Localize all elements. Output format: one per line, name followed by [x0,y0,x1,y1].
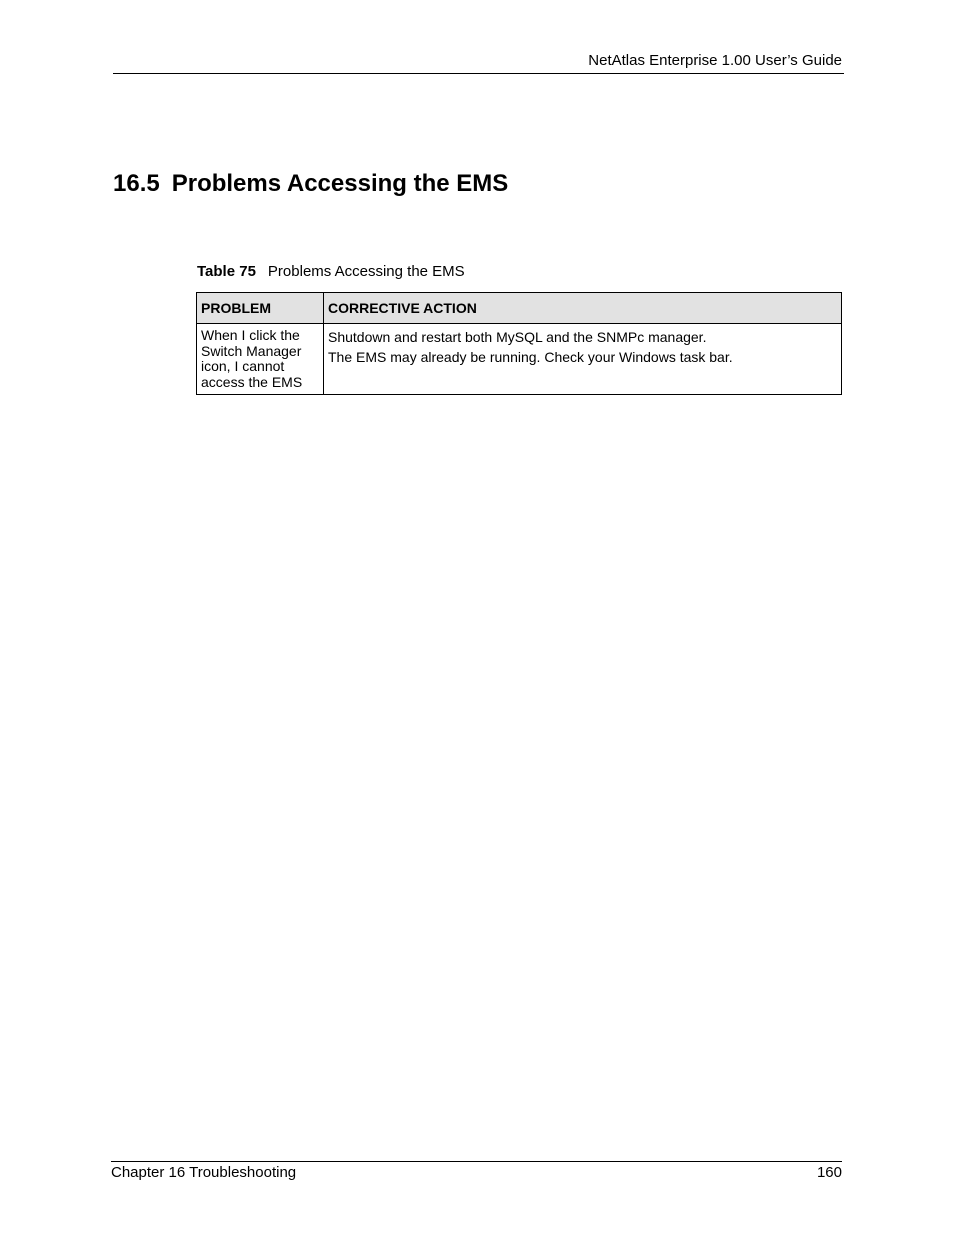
section-number: 16.5 [113,170,160,197]
column-header-problem: PROBLEM [197,293,324,324]
guide-title: NetAtlas Enterprise 1.00 User’s Guide [588,52,842,69]
running-footer [111,1161,842,1183]
problem-cell: When I click the Switch Manager icon, I cannot access the EMS [197,324,324,395]
column-header-corrective-action: CORRECTIVE ACTION [324,293,842,324]
table-row [197,324,842,395]
running-header [113,51,844,74]
section-title-text: Problems Accessing the EMS [171,170,509,197]
table-caption [197,262,465,282]
table-caption-title: Problems Accessing the EMS [267,263,465,280]
footer-chapter: Chapter 16 Troubleshooting [111,1164,297,1181]
section-title [113,169,508,199]
footer-page-number: 160 [816,1164,842,1181]
corrective-action-cell [324,324,842,395]
problems-table [196,292,842,395]
corrective-action-line: Shutdown and restart both MySQL and the SNMPc manager. [328,329,707,345]
table-caption-label: Table 75 [197,263,256,280]
corrective-action-line: The EMS may already be running. Check your Windows task bar. [328,349,733,365]
table-header-row [197,293,842,324]
